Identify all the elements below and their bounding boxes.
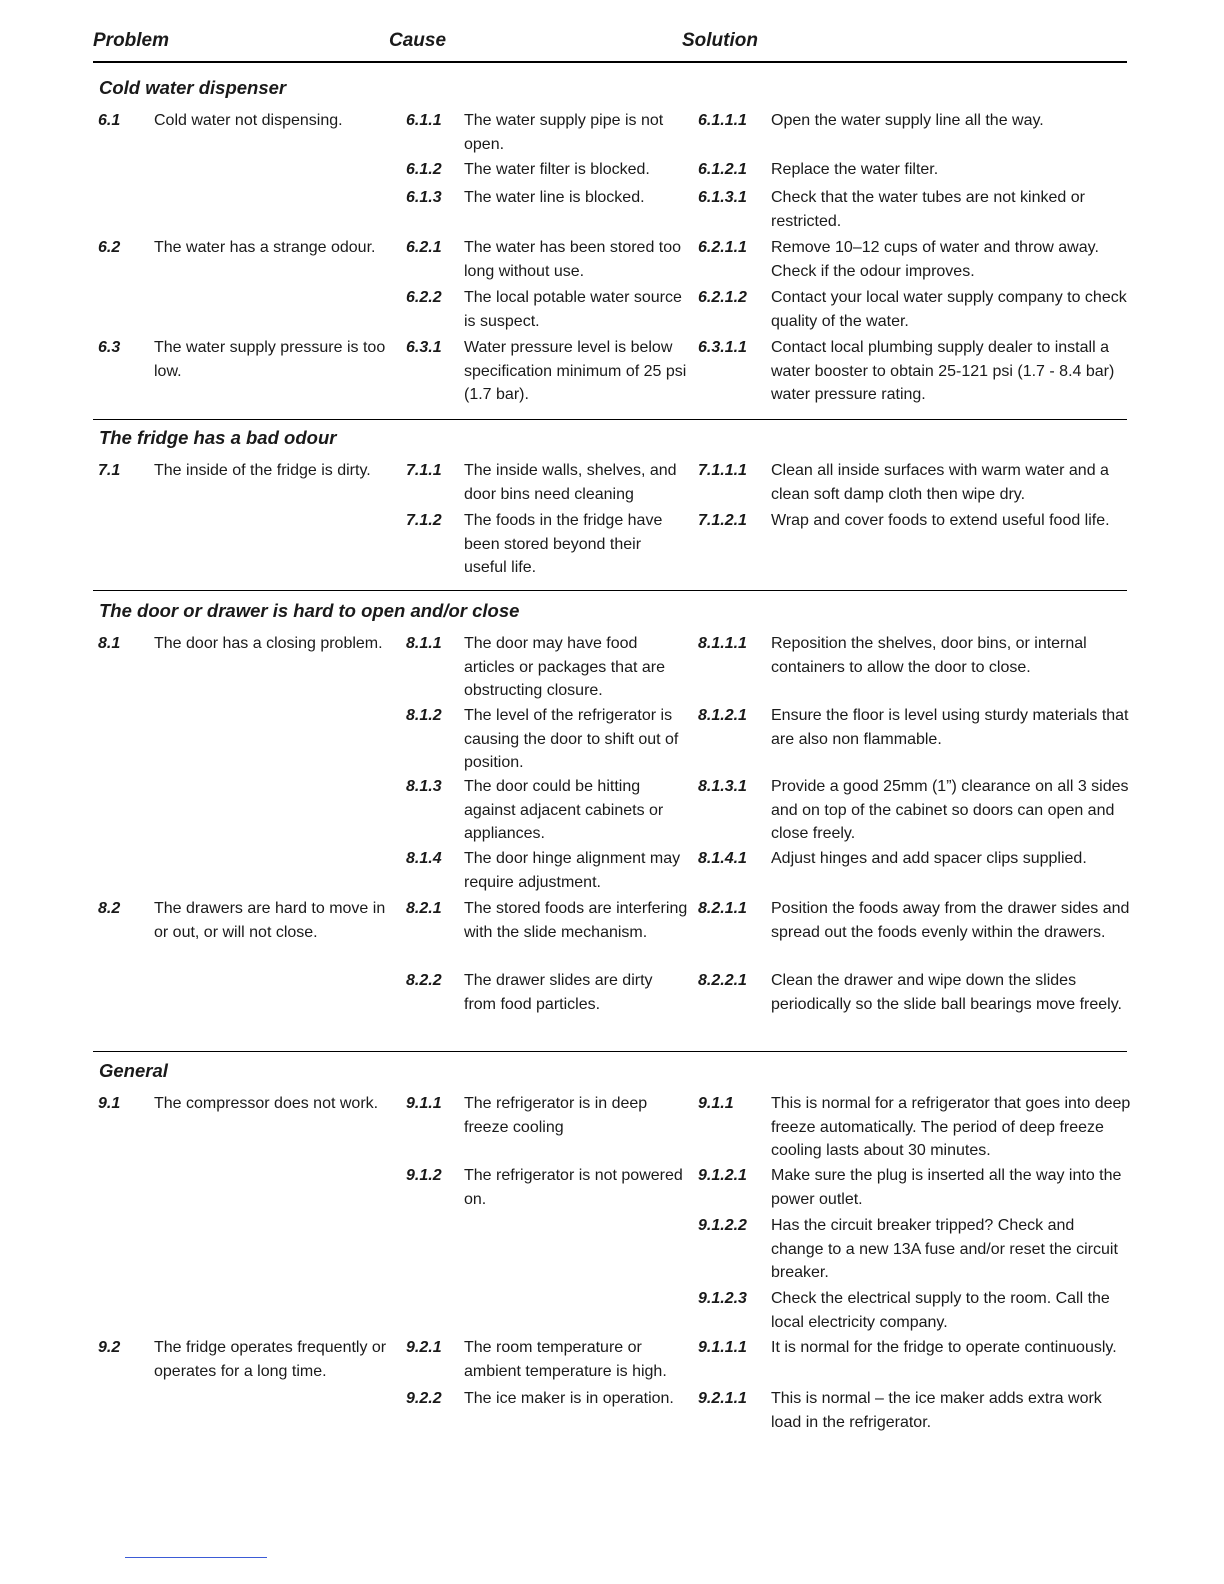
cause-number: 8.2.2 bbox=[406, 972, 442, 989]
solution-text: It is normal for the fridge to operate continuously. bbox=[771, 1339, 1117, 1356]
cause-number: 9.1.2 bbox=[406, 1167, 442, 1184]
solution-column-header: Solution bbox=[682, 30, 758, 51]
solution-text: Adjust hinges and add spacer clips supplied. bbox=[771, 850, 1087, 867]
problem-text: Cold water not dispensing. bbox=[154, 112, 343, 129]
cause-text: The refrigerator is in deep freeze cooling bbox=[464, 1095, 648, 1136]
solution-text: This is normal – the ice maker adds extra work load in the refrigerator. bbox=[771, 1390, 1102, 1431]
cause-text: The stored foods are interfering with the slide mechanism. bbox=[464, 900, 688, 941]
solution-text: Replace the water filter. bbox=[771, 161, 939, 178]
solution-number: 9.1.2.3 bbox=[698, 1290, 747, 1307]
cause-text: The local potable water source is suspect. bbox=[464, 289, 682, 330]
problem-text: The compressor does not work. bbox=[154, 1095, 379, 1112]
solution-number: 6.3.1.1 bbox=[698, 339, 747, 356]
solution-number: 8.1.3.1 bbox=[698, 778, 747, 795]
problem-number: 6.2 bbox=[98, 239, 121, 256]
solution-number: 7.1.1.1 bbox=[698, 462, 747, 479]
solution-number: 8.2.2.1 bbox=[698, 972, 747, 989]
solution-text: Contact local plumbing supply dealer to install a water booster to obtain 25-121 psi (1.7 - 8.4 bar) water pressure rating. bbox=[771, 339, 1115, 403]
problem-text: The inside of the fridge is dirty. bbox=[154, 462, 371, 479]
solution-text: Contact your local water supply company to check quality of the water. bbox=[771, 289, 1127, 330]
problem-number: 6.1 bbox=[98, 112, 121, 129]
solution-text: Reposition the shelves, door bins, or internal containers to allow the door to close. bbox=[771, 635, 1087, 676]
header-rule bbox=[93, 61, 1127, 63]
cause-number: 8.1.3 bbox=[406, 778, 442, 795]
problem-number: 9.1 bbox=[98, 1095, 121, 1112]
cause-number: 6.1.2 bbox=[406, 161, 442, 178]
cause-number: 6.2.2 bbox=[406, 289, 442, 306]
section-title: The door or drawer is hard to open and/or close bbox=[99, 600, 520, 621]
problem-text: The drawers are hard to move in or out, or will not close. bbox=[154, 900, 386, 941]
cause-number: 9.2.1 bbox=[406, 1339, 442, 1356]
problem-text: The water supply pressure is too low. bbox=[154, 339, 386, 380]
solution-number: 9.1.2.2 bbox=[698, 1217, 747, 1234]
section-title: The fridge has a bad odour bbox=[99, 427, 337, 448]
problem-text: The water has a strange odour. bbox=[154, 239, 376, 256]
cause-number: 7.1.2 bbox=[406, 512, 442, 529]
cause-text: The room temperature or ambient temperature is high. bbox=[464, 1339, 667, 1380]
cause-text: The foods in the fridge have been stored beyond their useful life. bbox=[464, 512, 663, 576]
cause-number: 6.2.1 bbox=[406, 239, 442, 256]
cause-column-header: Cause bbox=[389, 30, 447, 51]
section-divider bbox=[93, 590, 1127, 591]
cause-number: 8.1.2 bbox=[406, 707, 442, 724]
solution-number: 6.2.1.2 bbox=[698, 289, 747, 306]
solution-text: Provide a good 25mm (1”) clearance on all 3 sides and on top of the cabinet so doors can open and close freely. bbox=[771, 778, 1129, 842]
solution-text: Wrap and cover foods to extend useful food life. bbox=[771, 512, 1110, 529]
solution-number: 9.1.2.1 bbox=[698, 1167, 747, 1184]
cause-number: 6.3.1 bbox=[406, 339, 442, 356]
solution-number: 9.1.1.1 bbox=[698, 1339, 747, 1356]
cause-number: 6.1.3 bbox=[406, 189, 442, 206]
footer-link-underline[interactable] bbox=[125, 1557, 267, 1558]
section-title: General bbox=[99, 1060, 168, 1081]
solution-number: 6.1.2.1 bbox=[698, 161, 747, 178]
problem-number: 9.2 bbox=[98, 1339, 121, 1356]
cause-number: 8.2.1 bbox=[406, 900, 442, 917]
cause-text: The door hinge alignment may require adjustment. bbox=[464, 850, 681, 891]
cause-text: The water line is blocked. bbox=[464, 189, 645, 206]
cause-text: The water filter is blocked. bbox=[464, 161, 650, 178]
cause-text: The ice maker is in operation. bbox=[464, 1390, 674, 1407]
problem-number: 7.1 bbox=[98, 462, 121, 479]
solution-number: 8.2.1.1 bbox=[698, 900, 747, 917]
section-title: Cold water dispenser bbox=[99, 77, 287, 98]
cause-text: The refrigerator is not powered on. bbox=[464, 1167, 683, 1208]
cause-text: The inside walls, shelves, and door bins need cleaning bbox=[464, 462, 677, 503]
solution-text: Open the water supply line all the way. bbox=[771, 112, 1044, 129]
solution-number: 8.1.1.1 bbox=[698, 635, 747, 652]
solution-number: 8.1.2.1 bbox=[698, 707, 747, 724]
solution-number: 7.1.2.1 bbox=[698, 512, 747, 529]
solution-text: Clean the drawer and wipe down the slides periodically so the slide ball bearings move freely. bbox=[771, 972, 1122, 1013]
cause-text: The water supply pipe is not open. bbox=[464, 112, 664, 153]
solution-text: This is normal for a refrigerator that goes into deep freeze automatically. The period of deep freeze cooling lasts about 30 minutes. bbox=[771, 1095, 1131, 1159]
problem-text: The door has a closing problem. bbox=[154, 635, 383, 652]
cause-number: 9.2.2 bbox=[406, 1390, 442, 1407]
solution-text: Clean all inside surfaces with warm water and a clean soft damp cloth then wipe dry. bbox=[771, 462, 1109, 503]
cause-number: 8.1.1 bbox=[406, 635, 442, 652]
solution-text: Ensure the floor is level using sturdy materials that are also non flammable. bbox=[771, 707, 1129, 748]
cause-text: The drawer slides are dirty from food particles. bbox=[464, 972, 653, 1013]
cause-text: The level of the refrigerator is causing the door to shift out of position. bbox=[464, 707, 679, 771]
problem-column-header: Problem bbox=[93, 30, 170, 51]
solution-number: 9.1.1 bbox=[698, 1095, 734, 1112]
cause-number: 7.1.1 bbox=[406, 462, 442, 479]
solution-text: Position the foods away from the drawer sides and spread out the foods evenly within the drawers. bbox=[771, 900, 1130, 941]
cause-number: 9.1.1 bbox=[406, 1095, 442, 1112]
cause-text: The water has been stored too long without use. bbox=[464, 239, 682, 280]
problem-number: 8.2 bbox=[98, 900, 121, 917]
cause-number: 6.1.1 bbox=[406, 112, 442, 129]
problem-number: 6.3 bbox=[98, 339, 121, 356]
cause-text: The door could be hitting against adjacent cabinets or appliances. bbox=[464, 778, 664, 842]
solution-number: 6.2.1.1 bbox=[698, 239, 747, 256]
cause-text: The door may have food articles or packages that are obstructing closure. bbox=[464, 635, 665, 699]
section-divider bbox=[93, 1051, 1127, 1052]
solution-number: 8.1.4.1 bbox=[698, 850, 747, 867]
cause-text: Water pressure level is below specification minimum of 25 psi (1.7 bar). bbox=[464, 339, 687, 403]
problem-text: The fridge operates frequently or operates for a long time. bbox=[154, 1339, 387, 1380]
solution-text: Check that the water tubes are not kinked or restricted. bbox=[771, 189, 1085, 230]
solution-number: 6.1.3.1 bbox=[698, 189, 747, 206]
solution-number: 6.1.1.1 bbox=[698, 112, 747, 129]
solution-text: Make sure the plug is inserted all the way into the power outlet. bbox=[771, 1167, 1122, 1208]
solution-text: Remove 10–12 cups of water and throw away. Check if the odour improves. bbox=[771, 239, 1099, 280]
problem-number: 8.1 bbox=[98, 635, 121, 652]
solution-text: Check the electrical supply to the room. Call the local electricity company. bbox=[771, 1290, 1110, 1331]
section-divider bbox=[93, 419, 1127, 420]
solution-text: Has the circuit breaker tripped? Check and change to a new 13A fuse and/or reset the circuit breaker. bbox=[771, 1217, 1118, 1281]
cause-number: 8.1.4 bbox=[406, 850, 442, 867]
solution-number: 9.2.1.1 bbox=[698, 1390, 747, 1407]
